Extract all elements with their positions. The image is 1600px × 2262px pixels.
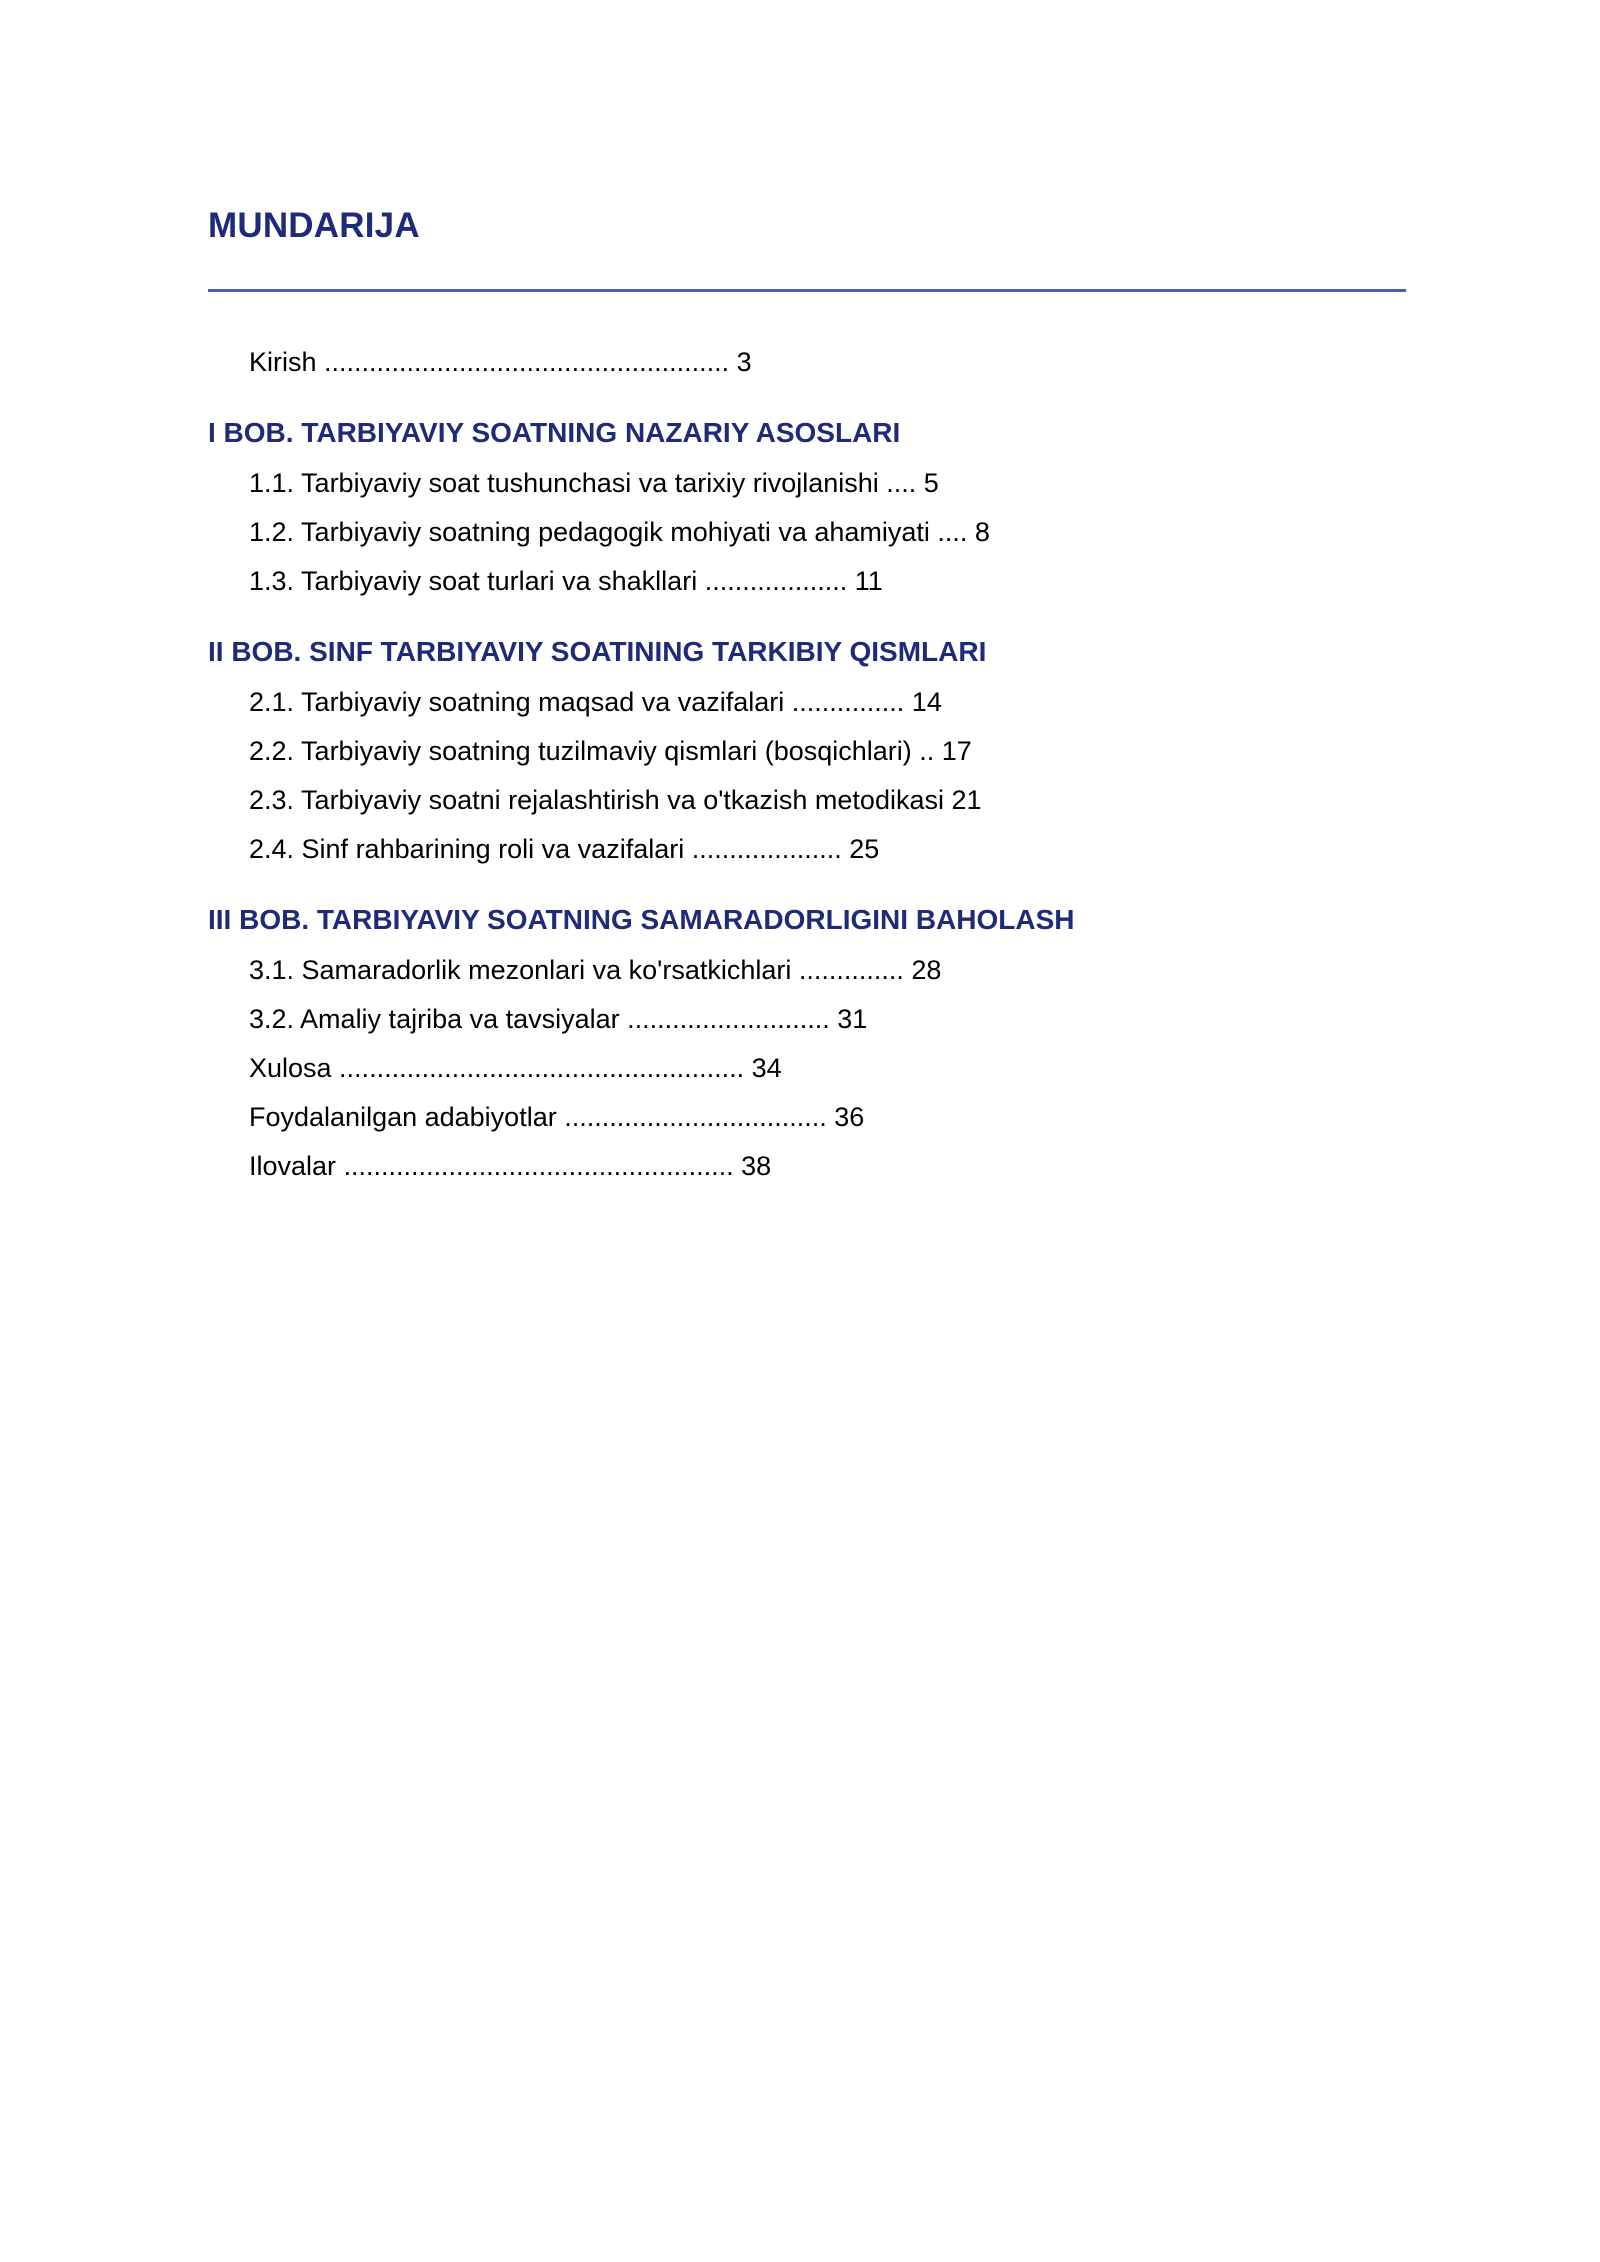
toc-entry-references[interactable]: Foydalanilgan adabiyotlar ................................... 36 (249, 1102, 865, 1132)
toc-entry-3-1[interactable]: 3.1. Samaradorlik mezonlari va ko'rsatkichlari .............. 28 (249, 955, 942, 985)
toc-chapter-3-heading[interactable]: III BOB. TARBIYAVIY SOATNING SAMARADORLIGINI BAHOLASH (208, 904, 1075, 935)
toc-entry-2-3[interactable]: 2.3. Tarbiyaviy soatni rejalashtirish va o'tkazish metodikasi 21 (249, 785, 982, 815)
toc-entry-conclusion[interactable]: Xulosa ...................................................... 34 (249, 1053, 782, 1083)
toc-chapter-2-heading[interactable]: II BOB. SINF TARBIYAVIY SOATINING TARKIBIY QISMLARI (208, 636, 987, 667)
table-of-contents (208, 338, 1406, 1191)
toc-entry-3-2[interactable]: 3.2. Amaliy tajriba va tavsiyalar ........................... 31 (249, 1004, 868, 1034)
toc-entry-intro[interactable]: Kirish ...................................................... 3 (249, 347, 752, 377)
toc-chapter-1-heading[interactable]: I BOB. TARBIYAVIY SOATNING NAZARIY ASOSLARI (208, 417, 901, 448)
toc-entry-1-3[interactable]: 1.3. Tarbiyaviy soat turlari va shakllari ................... 11 (249, 566, 883, 596)
title-divider (208, 289, 1406, 292)
toc-entry-appendices[interactable]: Ilovalar .................................................... 38 (249, 1151, 772, 1181)
toc-entry-1-2[interactable]: 1.2. Tarbiyaviy soatning pedagogik mohiyati va ahamiyati .... 8 (249, 517, 990, 547)
toc-entry-1-1[interactable]: 1.1. Tarbiyaviy soat tushunchasi va tarixiy rivojlanishi .... 5 (249, 468, 939, 498)
toc-entry-2-2[interactable]: 2.2. Tarbiyaviy soatning tuzilmaviy qismlari (bosqichlari) .. 17 (249, 736, 972, 766)
toc-entry-2-1[interactable]: 2.1. Tarbiyaviy soatning maqsad va vazifalari ............... 14 (249, 687, 942, 717)
page-title: MUNDARIJA (208, 206, 420, 245)
toc-entry-2-4[interactable]: 2.4. Sinf rahbarining roli va vazifalari .................... 25 (249, 834, 880, 864)
